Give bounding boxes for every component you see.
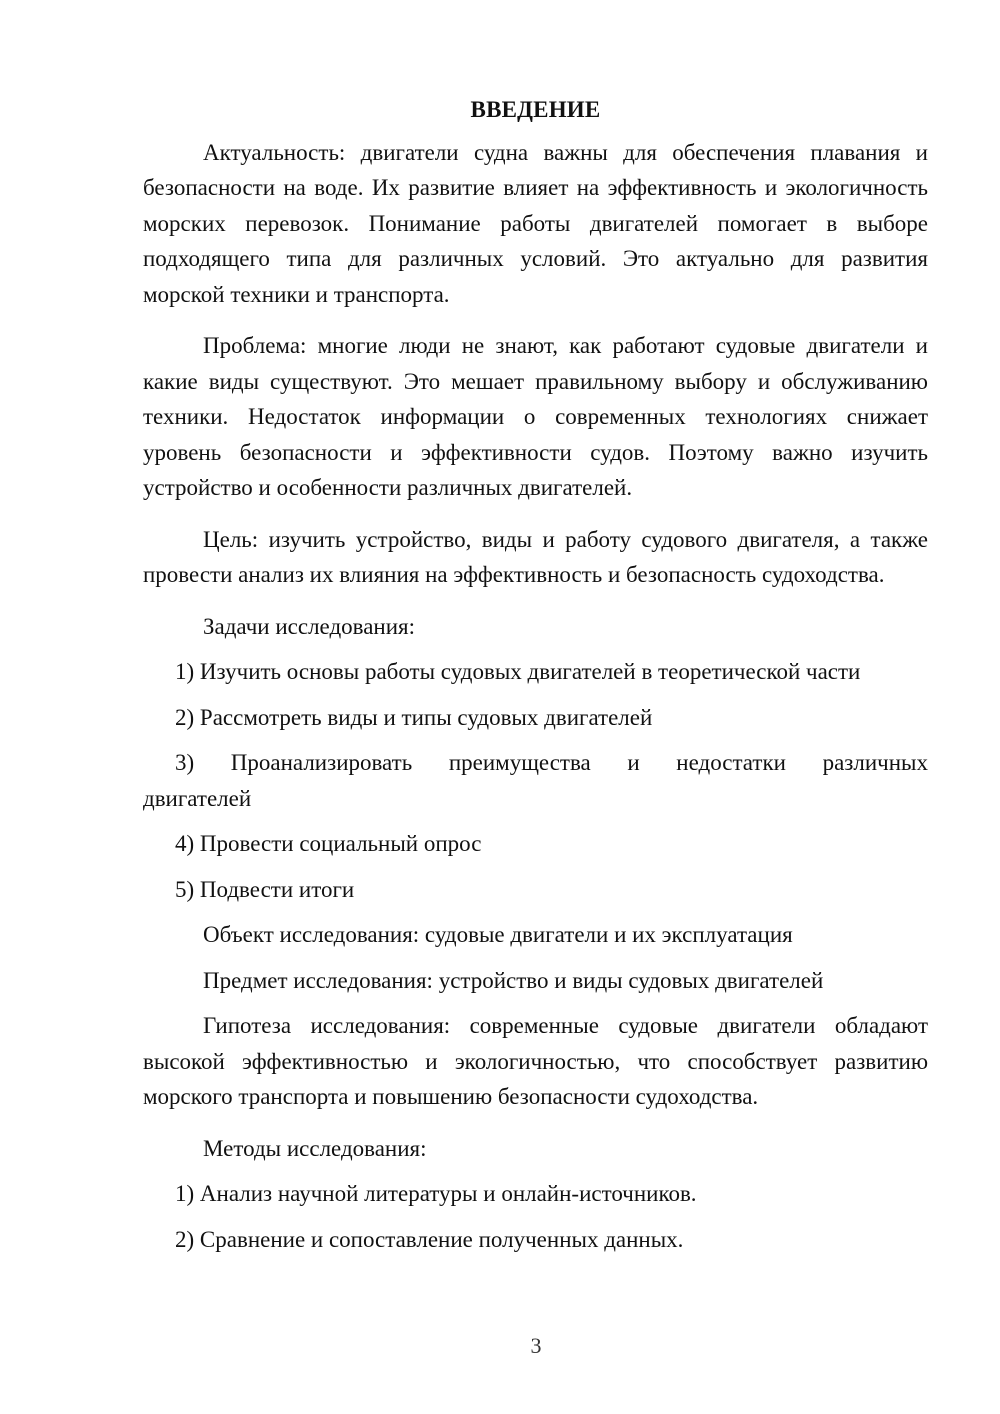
goal-paragraph: Цель: изучить устройство, виды и работу судового двигателя, а также провести анализ их влияния на эффективность и безопасность судоходства. bbox=[143, 526, 928, 587]
problem-paragraph: Проблема: многие люди не знают, как работают судовые двигатели и какие виды существуют. Это мешает правильному выбору и обслуживанию техники. Недостаток информации о современных технологиях снижает уровень безопасности и эффективности судов. Поэтому важно изучить устройство и особенности различных двигателей. bbox=[143, 333, 928, 500]
methods-label: Методы исследования: bbox=[203, 1135, 427, 1161]
task-item-3: 3) Проанализировать преимущества и недостатки различных двигателей bbox=[143, 750, 928, 811]
method-item-1: 1) Анализ научной литературы и онлайн-источников. bbox=[175, 1181, 697, 1206]
method-item-2: 2) Сравнение и сопоставление полученных данных. bbox=[175, 1226, 684, 1252]
relevance-paragraph: Актуальность: двигатели судна важны для обеспечения плавания и безопасности на воде. Их развитие влияет на эффективность и экологичность морских перевозок. Понимание работы двигателей помогает в выборе подходящего типа для различных условий. Это актуально для развития морской техники и транспорта. bbox=[143, 139, 928, 307]
task-item-2: 2) Рассмотреть виды и типы судовых двигателей bbox=[175, 704, 653, 730]
hypothesis-paragraph: Гипотеза исследования: современные судовые двигатели обладают высокой эффективностью и экологичностью, что способствует развитию морского транспорта и повышению безопасности судоходства. bbox=[143, 1013, 928, 1109]
object-line: Объект исследования: судовые двигатели и их эксплуатация bbox=[203, 922, 793, 947]
subject-line: Предмет исследования: устройство и виды судовых двигателей bbox=[203, 967, 824, 993]
task-item-4: 4) Провести социальный опрос bbox=[175, 831, 482, 856]
tasks-label: Задачи исследования: bbox=[203, 613, 416, 639]
task-item-5: 5) Подвести итоги bbox=[175, 876, 355, 902]
task-item-1: 1) Изучить основы работы судовых двигателей в теоретической части bbox=[175, 659, 861, 684]
page-heading: ВВЕДЕНИЕ bbox=[470, 97, 601, 122]
page-content bbox=[143, 92, 928, 1267]
page-number: 3 bbox=[530, 1333, 542, 1358]
